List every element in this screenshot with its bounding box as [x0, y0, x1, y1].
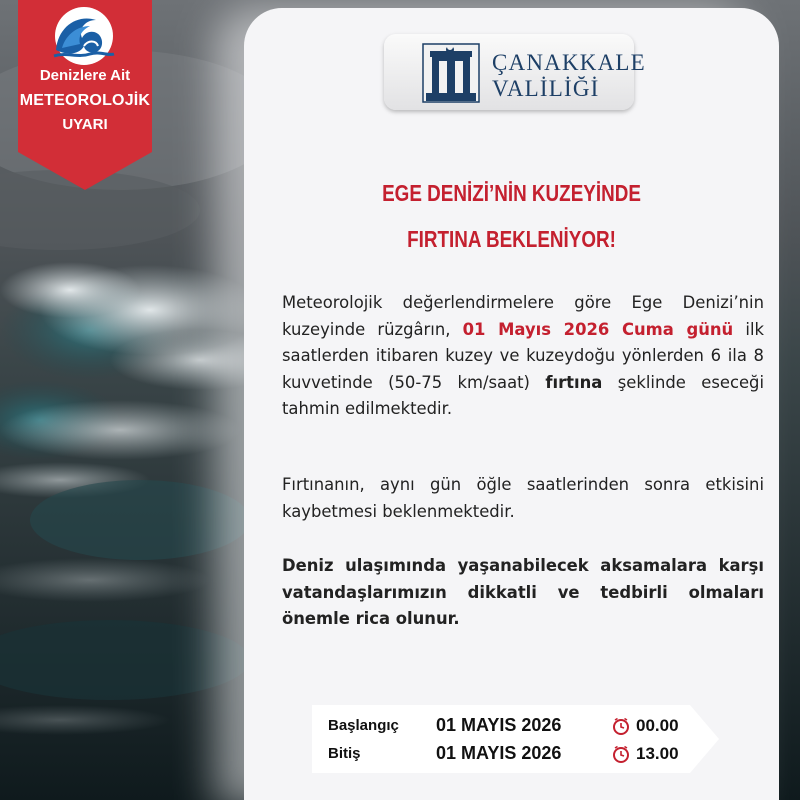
- announcement-card: [244, 8, 779, 800]
- logo-line-2: VALİLİĞİ: [492, 76, 600, 101]
- paragraph-forecast: [282, 290, 764, 423]
- ribbon-line-2: METEOROLOJİK: [19, 92, 151, 109]
- schedule-strip: [312, 705, 719, 773]
- end-label: Bitiş: [328, 745, 361, 762]
- headline-line-2: FIRTINA BEKLENİYOR!: [407, 226, 616, 252]
- start-label: Başlangıç: [328, 717, 399, 734]
- paragraph1-part3: şeklinde eseceği tahmin edilmektedir.: [282, 372, 764, 418]
- paragraph1-part1: Meteorolojik değerlendirmelere göre Ege Denizi’nin kuzeyinde rüzgârın,: [282, 293, 764, 339]
- paragraph-weakening: Fırtınanın, aynı gün öğle saatlerinden sonra etkisini kaybetmesi beklenmektedir.: [282, 475, 764, 521]
- start-date: 01 MAYIS 2026: [436, 715, 562, 735]
- ribbon-text: [18, 66, 152, 136]
- paragraph1-part2: ilk saatlerden itibaren kuzey ve kuzeydoğu yönlerden 6 ila 8 kuvvetinde (50-75 km/saat): [282, 319, 764, 392]
- clock-icon: [612, 745, 630, 763]
- wave-icon: [44, 4, 124, 66]
- governorship-logo: [384, 34, 646, 110]
- headline-line-1: EGE DENİZİ’NİN KUZEYİNDE: [382, 180, 641, 206]
- paragraph-caution: Deniz ulaşımında yaşanabilecek aksamalara karşı vatandaşlarımızın dikkatli ve tedbirli olmaları önemle rica olunur.: [282, 556, 764, 628]
- logo-line-1: ÇANAKKALE: [492, 50, 646, 75]
- clock-icon: [612, 717, 630, 735]
- paragraph1-date-highlight: 01 Mayıs 2026 Cuma günü: [462, 319, 734, 339]
- ribbon-line-3: UYARI: [62, 116, 108, 133]
- canakkale-monument-emblem: [422, 43, 480, 103]
- headline: [292, 170, 731, 262]
- end-time: 13.00: [636, 744, 679, 763]
- start-time: 00.00: [636, 716, 679, 735]
- paragraph1-bold: fırtına: [545, 372, 603, 392]
- ribbon-line-1: Denizlere Ait: [39, 67, 131, 84]
- end-date: 01 MAYIS 2026: [436, 743, 562, 763]
